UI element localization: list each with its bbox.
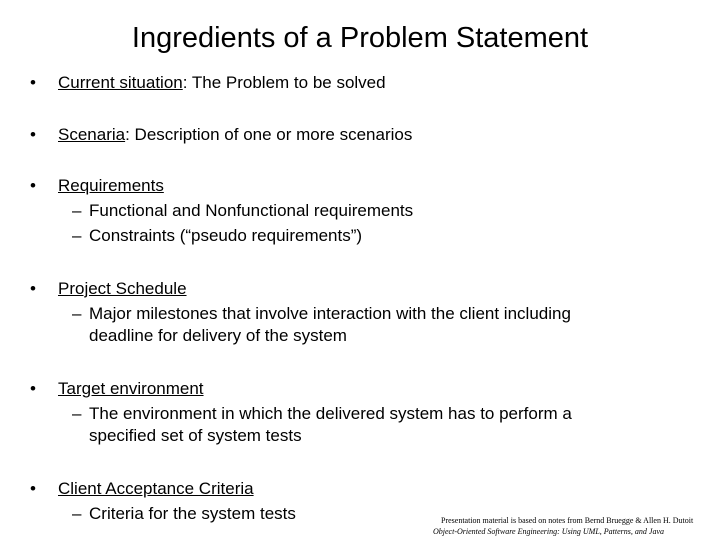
bullet-term: Target environment — [58, 379, 204, 398]
bullet-target-environment — [30, 378, 670, 447]
bullet-term: Project Schedule — [58, 279, 187, 298]
sub-item — [72, 200, 670, 222]
bullet-term: Current situation — [58, 73, 183, 92]
sub-item-text: Criteria for the system tests — [89, 504, 296, 523]
sub-item — [72, 225, 670, 247]
slide-title: Ingredients of a Problem Statement — [131, 22, 589, 54]
dash-marker: – — [72, 404, 82, 423]
bullet-current-situation — [30, 72, 670, 94]
sub-item — [72, 303, 619, 347]
bullet-project-schedule — [30, 278, 670, 347]
dash-marker: – — [72, 201, 82, 220]
dash-marker: – — [72, 504, 82, 523]
bullet-term: Client Acceptance Criteria — [58, 479, 254, 498]
sub-item-text: The environment in which the delivered system has to perform a specified set of system tests — [89, 404, 572, 445]
bullet-marker: • — [30, 125, 36, 144]
dash-marker: – — [72, 226, 82, 245]
bullet-marker: • — [30, 279, 36, 298]
bullet-requirements — [30, 175, 670, 247]
sub-item-text: Major milestones that involve interaction with the client including deadline for delivery of the system — [89, 304, 571, 345]
bullet-marker: • — [30, 73, 36, 92]
bullet-term: Requirements — [58, 176, 164, 195]
dash-marker: – — [72, 304, 82, 323]
bullet-marker: • — [30, 176, 36, 195]
footer-book-title: Object-Oriented Software Engineering: Using UML, Patterns, and Java — [433, 527, 664, 536]
bullet-term: Scenaria — [58, 125, 126, 144]
bullet-marker: • — [30, 379, 36, 398]
bullet-text: : The Problem to be solved — [182, 73, 386, 92]
footer-credit: Presentation material is based on notes from Bernd Bruegge & Allen H. Dutoit — [441, 516, 694, 525]
bullet-marker: • — [30, 479, 36, 498]
slide-footer — [433, 515, 715, 537]
sub-item — [72, 403, 619, 447]
bullet-text: : Description of one or more scenarios — [125, 125, 413, 144]
bullet-scenaria — [30, 124, 670, 146]
sub-item-text: Constraints (“pseudo requirements”) — [89, 226, 363, 245]
sub-item-text: Functional and Nonfunctional requirements — [89, 201, 414, 220]
